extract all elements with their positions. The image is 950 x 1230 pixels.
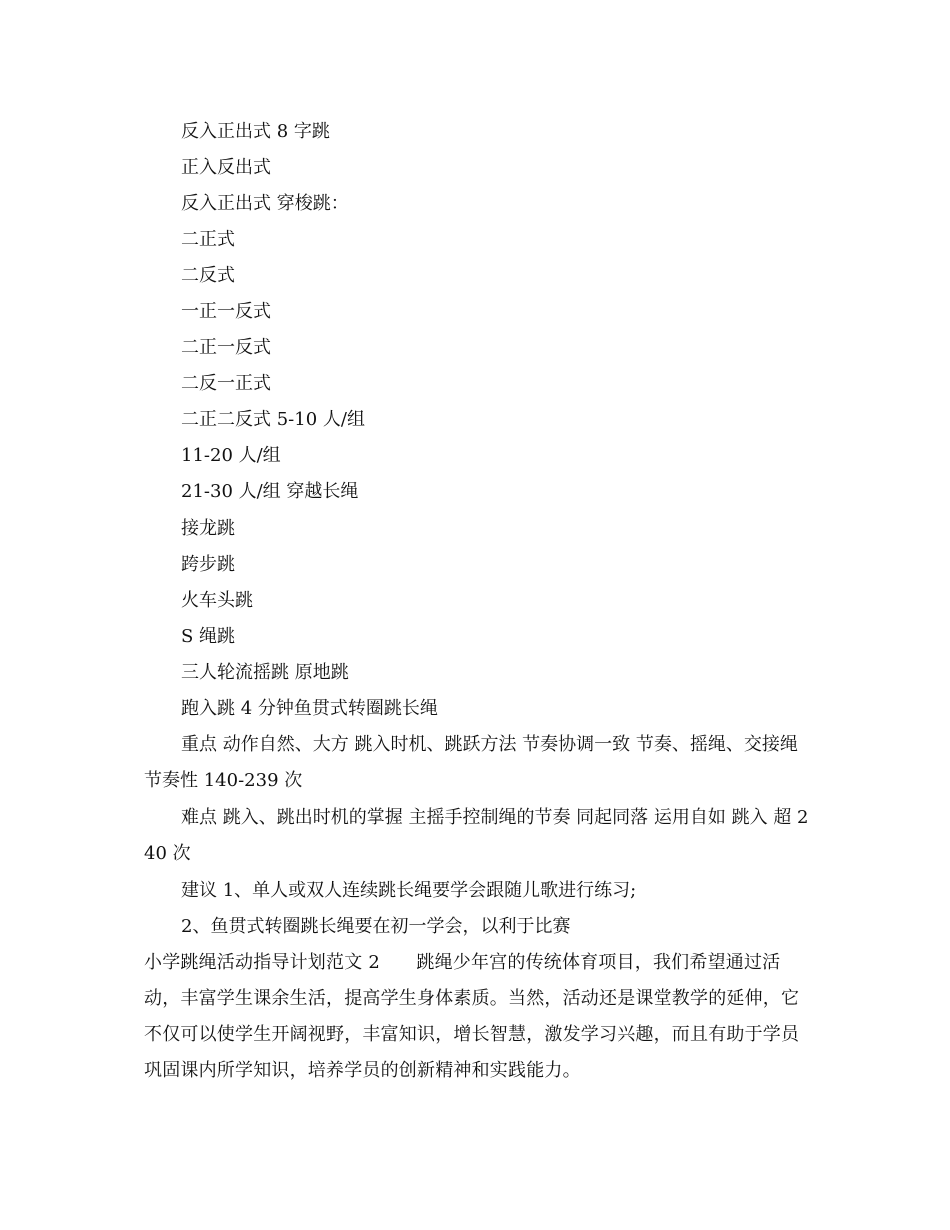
text-line: 反入正出式 8 字跳	[181, 121, 330, 142]
text-line: 跨步跳	[181, 554, 235, 575]
closing-paragraph: 小学跳绳活动指导计划范文 2 跳绳少年宫的传统体育项目，我们希望通过活动，丰富学生课余生活，提高学生身体素质。当然，活动还是课堂教学的延伸，它不仅可以使学生开阔视野，丰富知识，增长智慧，激发学习兴趣，而且有助于学员巩固课内所学知识，培养学员的创新精神和实践能力。	[144, 952, 800, 1081]
text-line: 二反式	[181, 265, 235, 286]
suggestion-paragraph-1: 建议 1、单人或双人连续跳长绳要学会跟随儿歌进行练习;	[181, 880, 637, 901]
difficulty-paragraph: 难点 跳入、跳出时机的掌握 主摇手控制绳的节奏 同起同落 运用自如 跳入 超 240 次	[144, 807, 809, 864]
text-line: 二正一反式	[181, 337, 271, 358]
text-line: 跑入跳 4 分钟鱼贯式转圈跳长绳	[181, 698, 438, 719]
suggestion-paragraph-2: 2、鱼贯式转圈跳长绳要在初一学会，以利于比赛	[181, 916, 571, 937]
text-line: 二反一正式	[181, 373, 271, 394]
text-line: S 绳跳	[181, 626, 236, 647]
text-line: 火车头跳	[181, 590, 253, 611]
text-line: 一正一反式	[181, 301, 271, 322]
text-line: 21-30 人/组 穿越长绳	[181, 481, 359, 502]
text-line: 正入反出式	[181, 157, 271, 178]
key-point-paragraph: 重点 动作自然、大方 跳入时机、跳跃方法 节奏协调一致 节奏、摇绳、交接绳 节奏性 140-239 次	[144, 734, 798, 791]
text-line: 二正式	[181, 229, 235, 250]
text-line: 11-20 人/组	[181, 445, 281, 466]
text-line: 二正二反式 5-10 人/组	[181, 409, 365, 430]
text-line: 接龙跳	[181, 518, 235, 539]
text-line: 三人轮流摇跳 原地跳	[181, 662, 349, 683]
text-line: 反入正出式 穿梭跳：	[181, 193, 349, 214]
